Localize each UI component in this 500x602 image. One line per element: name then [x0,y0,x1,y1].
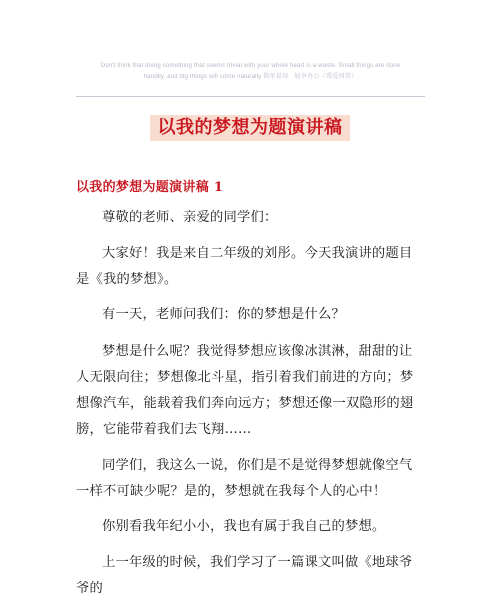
paragraph-own-dream: 你别看我年纪小小，我也有属于我自己的梦想。 [102,519,386,534]
paragraph-dream-in-heart: 同学们，我这么一说，你们是不是觉得梦想就像空气一样不可缺少呢？是的，梦想就在我每个人的心中！ [76,458,413,499]
page-header-quote [78,60,423,82]
header-divider [76,96,425,97]
paragraph-question: 有一天，老师问我们：你的梦想是什么？ [102,307,345,322]
section-heading: 以我的梦想为题演讲稿 1 [76,180,224,195]
paragraph-intro: 大家好！我是来自二年级的刘彤。今天我演讲的题目是《我的梦想》。 [76,246,413,287]
document-title: 以我的梦想为题演讲稿 [150,115,350,141]
paragraph-dream-metaphors: 梦想是什么呢？我觉得梦想应该像冰淇淋，甜甜的让人无限向往；梦想像北斗星，指引着我们前进的方向；梦想像汽车，能载着我们奔向远方；梦想还像一双隐形的翅膀，它能带着我们去飞翔…… [76,344,414,437]
paragraph-first-grade: 上一年级的时候，我们学习了一篇课文叫做《地球爷爷的 [76,555,413,596]
header-quote-line-2: handily, and big things will come naturally 简单易用 轻享办公（我爱问答） [143,73,358,80]
header-quote-line-1: Don't think that doing something that seems trivial with your whole heart is a waste. Small things are done [100,62,401,69]
paragraph-greeting: 尊敬的老师、亲爱的同学们： [102,210,278,225]
